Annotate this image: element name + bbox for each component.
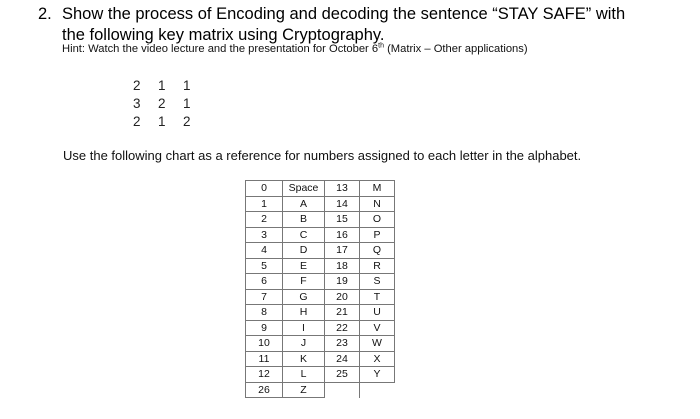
chart-cell: N bbox=[360, 196, 395, 212]
chart-cell: S bbox=[360, 274, 395, 290]
matrix-cell: 2 bbox=[183, 114, 191, 129]
chart-cell: 11 bbox=[246, 351, 283, 367]
chart-row bbox=[246, 336, 395, 352]
hint-before: Hint: Watch the video lecture and the presentation for October 6 bbox=[62, 43, 379, 55]
chart-body bbox=[246, 181, 395, 398]
chart-cell: K bbox=[283, 351, 325, 367]
question-number: 2. bbox=[38, 5, 52, 23]
chart-row bbox=[246, 196, 395, 212]
matrix-cell: 1 bbox=[158, 78, 166, 93]
chart-cell: 22 bbox=[325, 320, 360, 336]
chart-cell: 25 bbox=[325, 367, 360, 383]
chart-cell: W bbox=[360, 336, 395, 352]
chart-cell: 0 bbox=[246, 181, 283, 197]
chart-cell: G bbox=[283, 289, 325, 305]
chart-cell: I bbox=[283, 320, 325, 336]
chart-row bbox=[246, 367, 395, 383]
chart-row bbox=[246, 181, 395, 197]
chart-cell: P bbox=[360, 227, 395, 243]
chart-row bbox=[246, 289, 395, 305]
matrix-row bbox=[133, 113, 208, 131]
matrix-cell: 1 bbox=[183, 96, 191, 111]
chart-cell: 2 bbox=[246, 212, 283, 228]
chart-cell: H bbox=[283, 305, 325, 321]
chart-cell: 9 bbox=[246, 320, 283, 336]
key-matrix bbox=[133, 77, 208, 131]
matrix-cell: 2 bbox=[133, 78, 141, 93]
chart-cell: M bbox=[360, 181, 395, 197]
chart-cell: 1 bbox=[246, 196, 283, 212]
chart-cell: 16 bbox=[325, 227, 360, 243]
chart-cell: U bbox=[360, 305, 395, 321]
chart-row bbox=[246, 212, 395, 228]
chart-cell: D bbox=[283, 243, 325, 259]
hint-superscript: th bbox=[378, 42, 384, 50]
chart-row bbox=[246, 274, 395, 290]
chart-cell: 17 bbox=[325, 243, 360, 259]
chart-cell: R bbox=[360, 258, 395, 274]
chart-row bbox=[246, 227, 395, 243]
chart-cell: 8 bbox=[246, 305, 283, 321]
chart-cell bbox=[360, 382, 395, 398]
chart-row bbox=[246, 351, 395, 367]
chart-cell: B bbox=[283, 212, 325, 228]
chart-cell: C bbox=[283, 227, 325, 243]
matrix-row bbox=[133, 95, 208, 113]
matrix-cell: 1 bbox=[183, 78, 191, 93]
chart-row bbox=[246, 243, 395, 259]
chart-cell: F bbox=[283, 274, 325, 290]
chart-intro-text: Use the following chart as a reference for numbers assigned to each letter in the alphabet. bbox=[63, 148, 582, 163]
chart-cell: 20 bbox=[325, 289, 360, 305]
chart-cell: Space bbox=[283, 181, 325, 197]
chart-row bbox=[246, 258, 395, 274]
matrix-cell: 2 bbox=[133, 114, 141, 129]
chart-cell: 10 bbox=[246, 336, 283, 352]
chart-cell: 14 bbox=[325, 196, 360, 212]
chart-cell: 21 bbox=[325, 305, 360, 321]
chart-cell: A bbox=[283, 196, 325, 212]
chart-cell: Y bbox=[360, 367, 395, 383]
question-title-line2: the following key matrix using Cryptography. bbox=[62, 26, 385, 44]
matrix-row bbox=[133, 77, 208, 95]
chart-row bbox=[246, 382, 395, 398]
chart-cell: Z bbox=[283, 382, 325, 398]
chart-cell: 13 bbox=[325, 181, 360, 197]
chart-cell: 23 bbox=[325, 336, 360, 352]
chart-cell: L bbox=[283, 367, 325, 383]
chart-cell: 5 bbox=[246, 258, 283, 274]
matrix-cell: 1 bbox=[158, 114, 166, 129]
chart-cell bbox=[325, 382, 360, 398]
matrix-cell: 2 bbox=[158, 96, 166, 111]
chart-cell: 4 bbox=[246, 243, 283, 259]
chart-cell: 19 bbox=[325, 274, 360, 290]
chart-cell: 26 bbox=[246, 382, 283, 398]
chart-row bbox=[246, 320, 395, 336]
question-title bbox=[38, 4, 688, 46]
letter-number-chart bbox=[245, 180, 395, 398]
chart-cell: 24 bbox=[325, 351, 360, 367]
chart-cell: 18 bbox=[325, 258, 360, 274]
chart-cell: Q bbox=[360, 243, 395, 259]
hint-after: (Matrix – Other applications) bbox=[383, 43, 528, 55]
chart-row bbox=[246, 305, 395, 321]
chart-cell: J bbox=[283, 336, 325, 352]
chart-cell: 15 bbox=[325, 212, 360, 228]
hint-text bbox=[62, 43, 528, 55]
chart-cell: 7 bbox=[246, 289, 283, 305]
chart-cell: E bbox=[283, 258, 325, 274]
chart-cell: 6 bbox=[246, 274, 283, 290]
chart-cell: 3 bbox=[246, 227, 283, 243]
chart-cell: V bbox=[360, 320, 395, 336]
question-title-line1: Show the process of Encoding and decoding the sentence “STAY SAFE” with bbox=[62, 5, 626, 23]
chart-cell: 12 bbox=[246, 367, 283, 383]
chart-cell: T bbox=[360, 289, 395, 305]
chart-cell: X bbox=[360, 351, 395, 367]
matrix-cell: 3 bbox=[133, 96, 141, 111]
chart-cell: O bbox=[360, 212, 395, 228]
